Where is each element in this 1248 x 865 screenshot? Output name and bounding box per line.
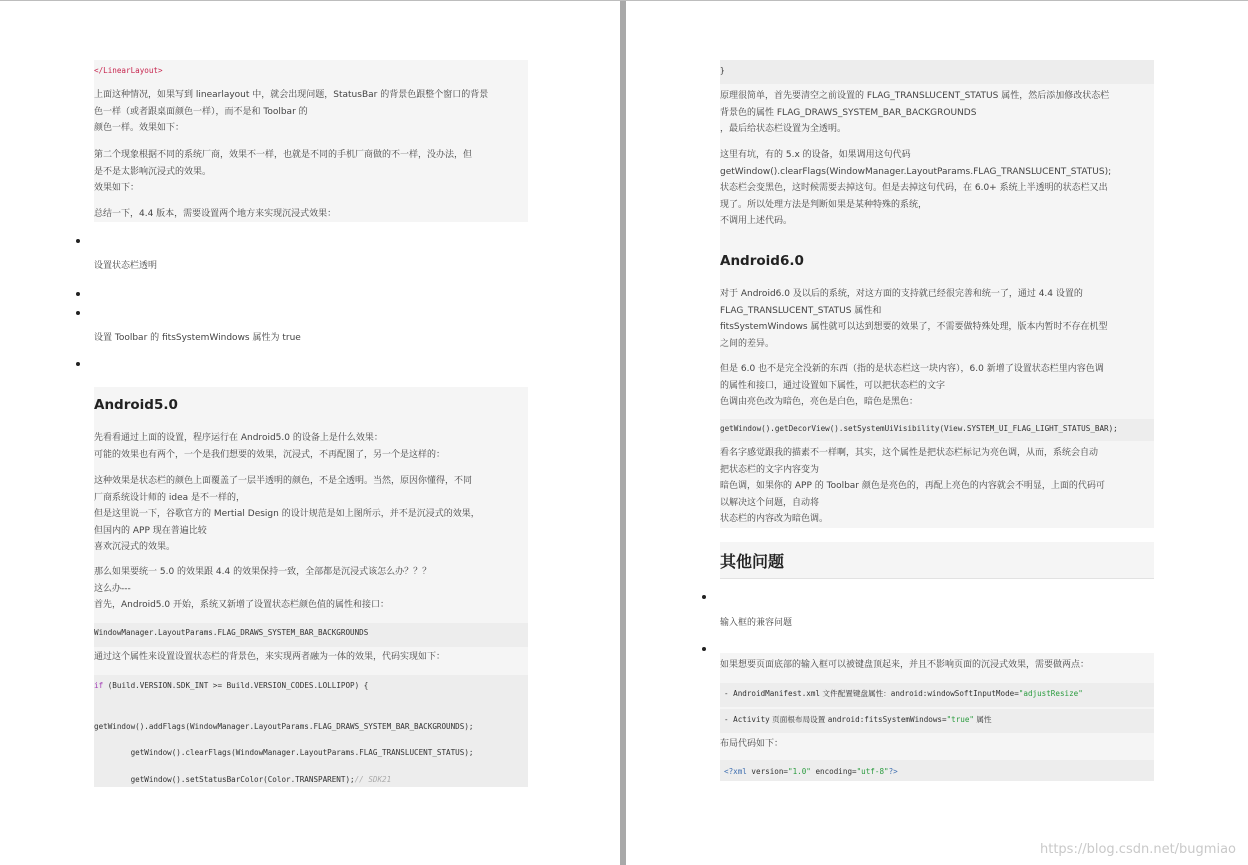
paragraph (94, 564, 528, 614)
code-text: (Build.VERSION.SDK_INT >= Build.VERSION_CODES.LOLLIPOP) { (103, 681, 369, 690)
code-line (724, 713, 992, 726)
code-text: version= (746, 767, 789, 776)
paragraph (94, 147, 528, 197)
text-line: 的属性和接口，通过设置如下属性，可以把状态栏的文字 (720, 380, 946, 391)
code-line (94, 679, 368, 692)
list-item (94, 258, 157, 275)
list-item (94, 330, 301, 347)
code-keyword: if (94, 681, 104, 690)
text-line: 状态栏的内容改为暗色调。 (720, 514, 829, 524)
paragraph (94, 206, 528, 223)
text-line: 颜色一样。效果如下： (94, 123, 185, 133)
code-line (724, 765, 898, 778)
bullet-icon (702, 595, 706, 599)
text-line: getWindow().clearFlags(WindowManager.LayoutParams.FLAG_TRANSLUCENT_STATUS); (720, 166, 1112, 177)
code-line (724, 687, 1083, 700)
text-line: 那么如果要统一 5.0 的效果跟 4.4 的效果保持一致，全部都是沉浸式该怎么办？？？ (94, 567, 432, 577)
list-item-text: 设置 Toolbar 的 fitsSystemWindows 属性为 true (94, 333, 301, 343)
paragraph (720, 286, 1154, 352)
code-text: encoding= (810, 767, 857, 776)
text-line: 但国内的 APP 现在普遍比较 (94, 525, 207, 536)
text-line: 色调由亮色改为暗色，亮色是白色，暗色是黑色： (720, 397, 919, 407)
bullet-icon (702, 647, 706, 651)
text-line: 背景色的属性 FLAG_DRAWS_SYSTEM_BAR_BACKGROUNDS (720, 107, 977, 118)
bullet-icon (76, 362, 80, 366)
code-text: android:windowSoftInputMode= (890, 689, 1019, 698)
text-line: 可能的效果也有两个，一个是我们想要的效果，沉浸式，不再配图了，另一个是这样的： (94, 449, 446, 460)
code-comment: // SDK21 (354, 775, 392, 784)
text-line: 是不是太影响沉浸式的效果。 (94, 166, 212, 177)
text-line: fitsSystemWindows 属性就可以达到想要的效果了，不需要做特殊处理，版本内暂时不存在机型 (720, 322, 1108, 332)
text-line: 以解决这个问题，自动将 (720, 497, 820, 508)
text-line: 上面这种情况，如果写到 linearlayout 中，就会出现问题，StatusBar 的背景色跟整个窗口的背景 (94, 90, 489, 100)
paragraph (720, 88, 1154, 138)
text-line: 状态栏会变黑色，这时候需要去掉这句。但是去掉这句代码，在 6.0+ 系统上半透明的状态栏又出 (720, 183, 1108, 193)
paragraph (94, 87, 528, 137)
text-line: 看名字感觉跟我的描素不一样啊，其实，这个属性是把状态栏标记为亮色调，从而，系统会自动 (720, 448, 1099, 458)
code-text: - Activity (724, 715, 770, 724)
text-line: 这里有坑，有的 5.x 的设备，如果调用这句代码 (720, 150, 911, 160)
code-text: android:fitsSystemWindows= (827, 715, 947, 724)
list-item-text: 输入框的兼容问题 (720, 618, 793, 628)
code-string: "adjustResize" (1018, 689, 1083, 698)
section-heading: Android5.0 (94, 397, 178, 413)
text-line: 但是这里说一下，谷歌官方的 Mertial Design 的设计规范是如上图所示，并不是沉浸式的效果， (94, 509, 480, 519)
list-item-text: 设置状态栏透明 (94, 261, 158, 271)
list-item (720, 615, 792, 632)
text-line: 这种效果是状态栏的颜色上面覆盖了一层半透明的颜色，不是全透明。当然，原因你懂得，不同 (94, 476, 473, 486)
paragraph (94, 649, 528, 666)
text-line: 通过这个属性来设置设置状态栏的背景色，来实现两者融为一体的效果，代码实现如下： (94, 652, 446, 662)
watermark: https://blog.csdn.net/bugmiao (1040, 842, 1236, 857)
heading-block (720, 542, 1154, 579)
code-text: 页面根布局设置 (769, 715, 828, 724)
bullet-icon (76, 292, 80, 296)
code-line: } (720, 66, 725, 75)
code-string: "utf-8" (856, 767, 889, 776)
code-tag: ?> (888, 767, 898, 776)
code-line: getWindow().addFlags(WindowManager.LayoutParams.FLAG_DRAWS_SYSTEM_BAR_BACKGROUNDS); (94, 722, 474, 731)
code-line: getWindow().clearFlags(WindowManager.LayoutParams.FLAG_TRANSLUCENT_STATUS); (94, 748, 474, 757)
text-line: 布局代码如下： (720, 739, 784, 749)
text-line: FLAG_TRANSLUCENT_STATUS 属性和 (720, 305, 882, 316)
document-page-left (0, 1, 620, 865)
paragraph (94, 473, 528, 556)
text-line: ，最后给状态栏设置为全透明。 (720, 124, 847, 134)
text-line: 把状态栏的文字内容变为 (720, 464, 820, 475)
paragraph (720, 361, 1154, 411)
text-line: 暗色调，如果你的 APP 的 Toolbar 颜色是亮色的，再配上亮色的内容就会不明显，上面的代码可 (720, 481, 1105, 491)
text-line: 总结一下，4.4 版本，需要设置两个地方来实现沉浸式效果： (94, 209, 337, 219)
paragraph (720, 736, 1154, 753)
bullet-icon (76, 239, 80, 243)
text-line: 原理很简单，首先要清空之前设置的 FLAG_TRANSLUCENT_STATUS 属性，然后添加修改状态栏 (720, 91, 1110, 101)
text-line: 不调用上述代码。 (720, 216, 793, 226)
text-line: 厂商系统设计师的 idea 是不一样的， (94, 492, 245, 503)
code-text: 属性 (974, 715, 992, 724)
text-line: 之间的差异。 (720, 338, 775, 349)
text-line: 色一样（或者跟桌面颜色一样），而不是和 Toolbar 的 (94, 106, 308, 117)
code-line (94, 773, 391, 786)
text-line: 第二个现象根据不同的系统厂商，效果不一样，也就是不同的手机厂商做的不一样，没办法，但 (94, 150, 473, 160)
code-tag: <?xml (724, 767, 747, 776)
code-line: getWindow().getDecorView().setSystemUiVisibility(View.SYSTEM_UI_FLAG_LIGHT_STATUS_BAR); (720, 424, 1118, 433)
close-tag-text: </LinearLayout> (94, 66, 163, 75)
section-heading: 其他问题 (720, 552, 785, 571)
code-line: WindowManager.LayoutParams.FLAG_DRAWS_SYSTEM_BAR_BACKGROUNDS (94, 628, 369, 637)
text-line: 喜欢沉浸式的效果。 (94, 542, 176, 552)
text-line: 对于 Android6.0 及以后的系统，对这方面的支持就已经很完善和统一了，通过 4.4 设置的 (720, 289, 1083, 299)
code-string: "1.0" (788, 767, 811, 776)
paragraph (720, 445, 1154, 528)
shaded-block (94, 60, 528, 222)
text-line: 这么办--- (94, 583, 131, 594)
section-heading: Android6.0 (720, 253, 804, 269)
bullet-icon (76, 311, 80, 315)
document-page-right (626, 1, 1248, 865)
code-text: getWindow().setStatusBarColor(Color.TRANSPARENT); (94, 775, 355, 784)
code-close-tag (94, 64, 163, 77)
text-line: 效果如下： (94, 183, 140, 193)
paragraph (720, 657, 1154, 674)
text-line: 如果想要页面底部的输入框可以被键盘顶起来，并且不影响页面的沉浸式效果，需要做两点： (720, 660, 1090, 670)
code-block (720, 60, 1154, 84)
text-line: 但是 6.0 也不是完全没新的东西（指的是状态栏这一块内容），6.0 新增了设置状态栏里内容色调 (720, 364, 1104, 374)
code-string: "true" (946, 715, 975, 724)
code-text: - AndroidManifest.xml (724, 689, 821, 698)
paragraph (94, 430, 528, 463)
text-line: 先看看通过上面的设置，程序运行在 Android5.0 的设备上是什么效果： (94, 433, 383, 443)
paragraph (720, 147, 1154, 230)
text-line: 现了。所以处理方法是判断如果是某种特殊的系统， (720, 199, 928, 210)
text-line: 首先，Android5.0 开始，系统又新增了设置状态栏颜色值的属性和接口： (94, 600, 389, 610)
code-text: 文件配置键盘属性： (820, 689, 891, 698)
